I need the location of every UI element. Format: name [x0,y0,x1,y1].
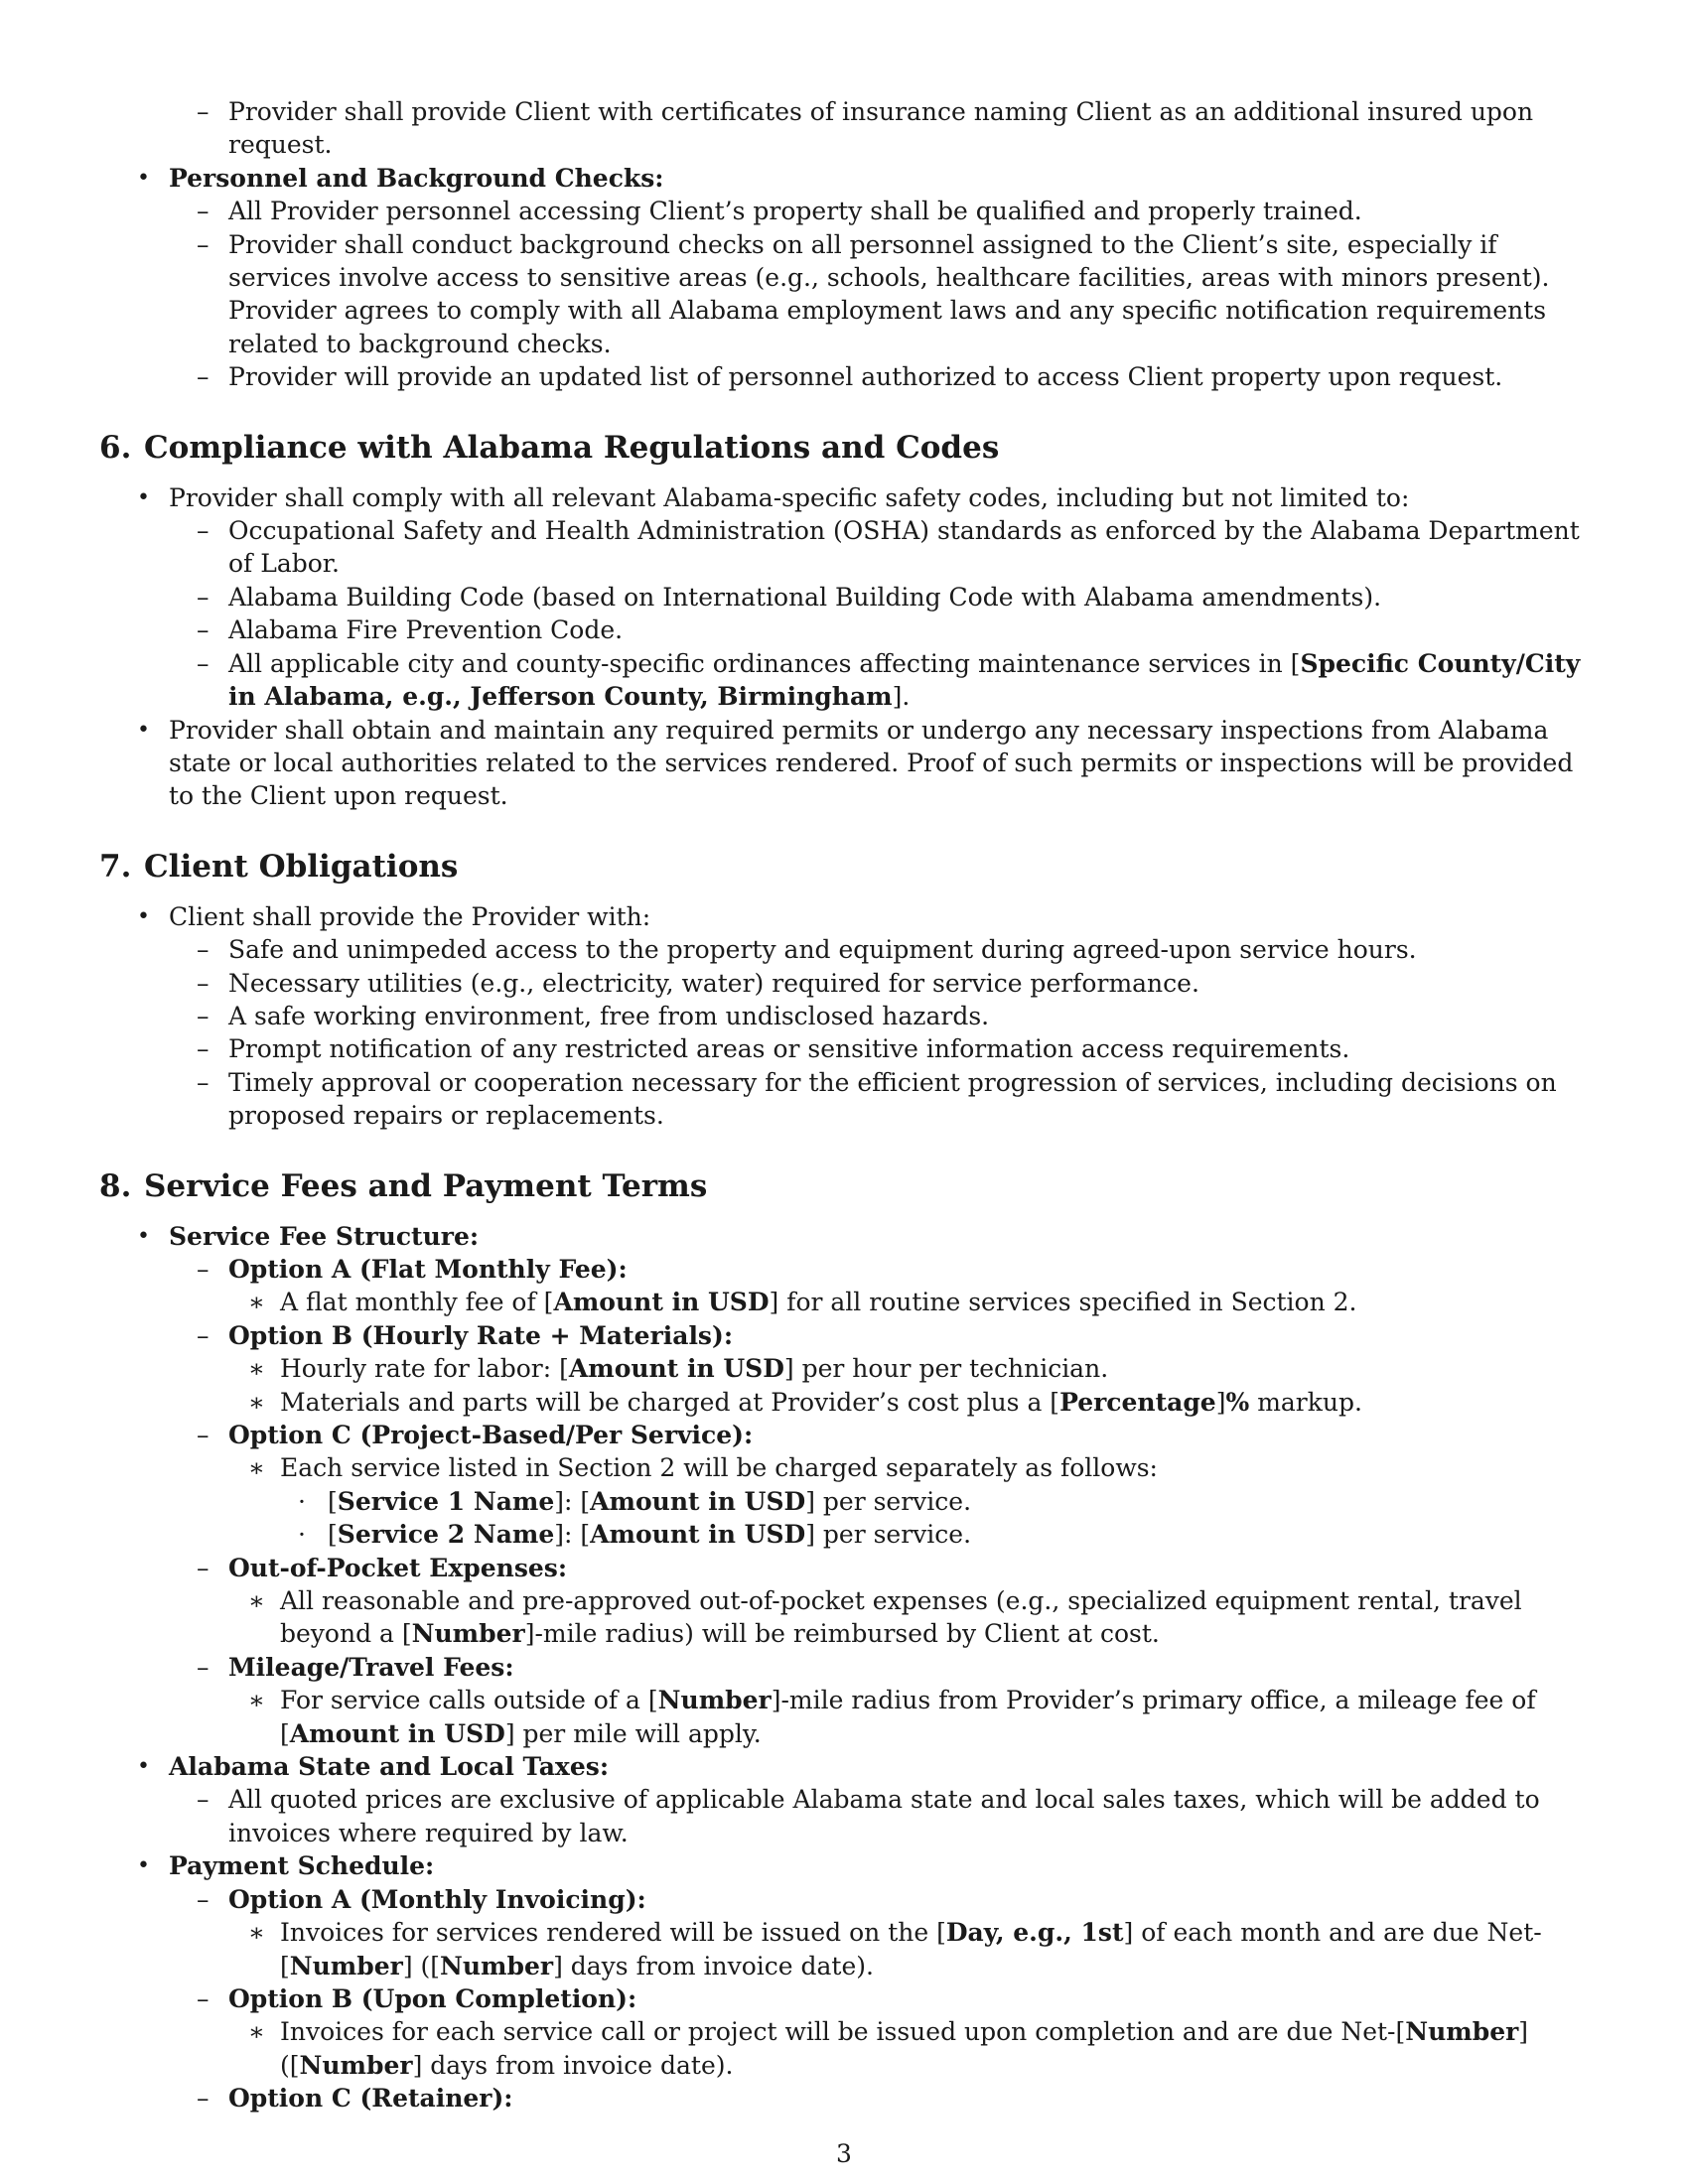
list-item: – Option A (Monthly Invoicing): [197,1884,646,1914]
list-item: ∗ Materials and parts will be charged at Provider’s cost plus a [Percentage]% markup. [248,1387,1362,1417]
list-item: • Service Fee Structure: [137,1221,480,1251]
list-item: • Personnel and Background Checks: [137,163,664,193]
list-item: – Out-of-Pocket Expenses: [197,1553,568,1582]
list-item: – Timely approval or cooperation necessary for the efficient progression of services, including decisions on proposed repairs or replacements. [197,1067,1557,1131]
list-item: • Payment Schedule: [137,1851,435,1881]
list-item: – Alabama Fire Prevention Code. [197,615,624,645]
list-item: – Option A (Flat Monthly Fee): [197,1254,628,1284]
list-item: ∗ Each service listed in Section 2 will be charged separately as follows: [248,1453,1158,1483]
list-item: – Alabama Building Code (based on International Building Code with Alabama amendments). [197,582,1382,612]
list-item: – Option C (Retainer): [197,2084,513,2114]
list-item: – Option C (Project-Based/Per Service): [197,1421,754,1449]
section-heading: 7. Client Obligations [99,848,459,885]
list-item: – Provider will provide an updated list of personnel authorized to access Client property upon request. [197,362,1503,392]
list-item: · [Service 1 Name]: [Amount in USD] per service. [298,1486,972,1516]
list-item: – Option B (Upon Completion): [197,1983,637,2013]
list-item: – Occupational Safety and Health Administration (OSHA) standards as enforced by the Alabama Department of Labor. [197,516,1580,579]
list-item: – Necessary utilities (e.g., electricity, water) required for service performance. [197,968,1199,998]
list-item: ∗ All reasonable and pre-approved out-of-pocket expenses (e.g., specialized equipment rental, travel beyond a [Number]-mile radius) will be reimbursed by Client at cost. [248,1586,1522,1649]
list-item: – All applicable city and county-specific ordinances affecting maintenance services in [Specific County/City in Alabama, e.g., Jefferson County, Birmingham]. [197,648,1581,712]
list-item: • Provider shall obtain and maintain any required permits or undergo any necessary inspections from Alabama state or local authorities related to the services rendered. Proof of such permits or inspections will be provided to the Client upon request. [137,715,1574,811]
list-item: – Mileage/Travel Fees: [197,1652,514,1682]
list-item: – Safe and unimpeded access to the property and equipment during agreed-upon service hours. [197,935,1417,965]
list-item: • Client shall provide the Provider with: [137,901,651,931]
list-item: • Provider shall comply with all relevant Alabama-specific safety codes, including but not limited to: [137,482,1410,512]
list-item: ∗ Invoices for each service call or project will be issued upon completion and are due Net-[Number] ([Number] days from invoice date). [248,2017,1529,2080]
list-item: ∗ A flat monthly fee of [Amount in USD] for all routine services specified in Section 2. [248,1288,1357,1317]
list-item: – All quoted prices are exclusive of applicable Alabama state and local sales taxes, which will be added to invoices where required by law. [197,1785,1540,1847]
list-item: · [Service 2 Name]: [Amount in USD] per service. [298,1520,972,1550]
section-heading: 6. Compliance with Alabama Regulations and Codes [99,429,1000,466]
list-item: – A safe working environment, free from undisclosed hazards. [197,1001,990,1030]
list-item: – All Provider personnel accessing Client’s property shall be qualified and properly trained. [197,197,1362,226]
list-item: – Provider shall provide Client with certificates of insurance naming Client as an additional insured upon request. [197,97,1534,160]
list-item: ∗ Invoices for services rendered will be issued on the [Day, e.g., 1st] of each month and are due Net-[Number] ([Number] days from invoice date). [248,1918,1542,1980]
list-item: • Alabama State and Local Taxes: [137,1752,610,1782]
document-body [99,95,1589,2116]
list-item: – Provider shall conduct background checks on all personnel assigned to the Client’s site, especially if services involve access to sensitive areas (e.g., schools, healthcare facilities, areas with minors present). Provider agrees to comply with all Alabama employment laws and any specific notification requirements related to background checks. [197,229,1550,358]
list-item: ∗ Hourly rate for labor: [Amount in USD] per hour per technician. [248,1354,1109,1384]
list-item: ∗ For service calls outside of a [Number]-mile radius from Provider’s primary office, a mileage fee of [Amount in USD] per mile will apply. [248,1686,1536,1748]
list-item: – Prompt notification of any restricted areas or sensitive information access requirements. [197,1034,1350,1064]
page-number: 3 [836,2139,852,2168]
list-item: – Option B (Hourly Rate + Materials): [197,1320,734,1350]
section-heading: 8. Service Fees and Payment Terms [99,1167,708,1204]
